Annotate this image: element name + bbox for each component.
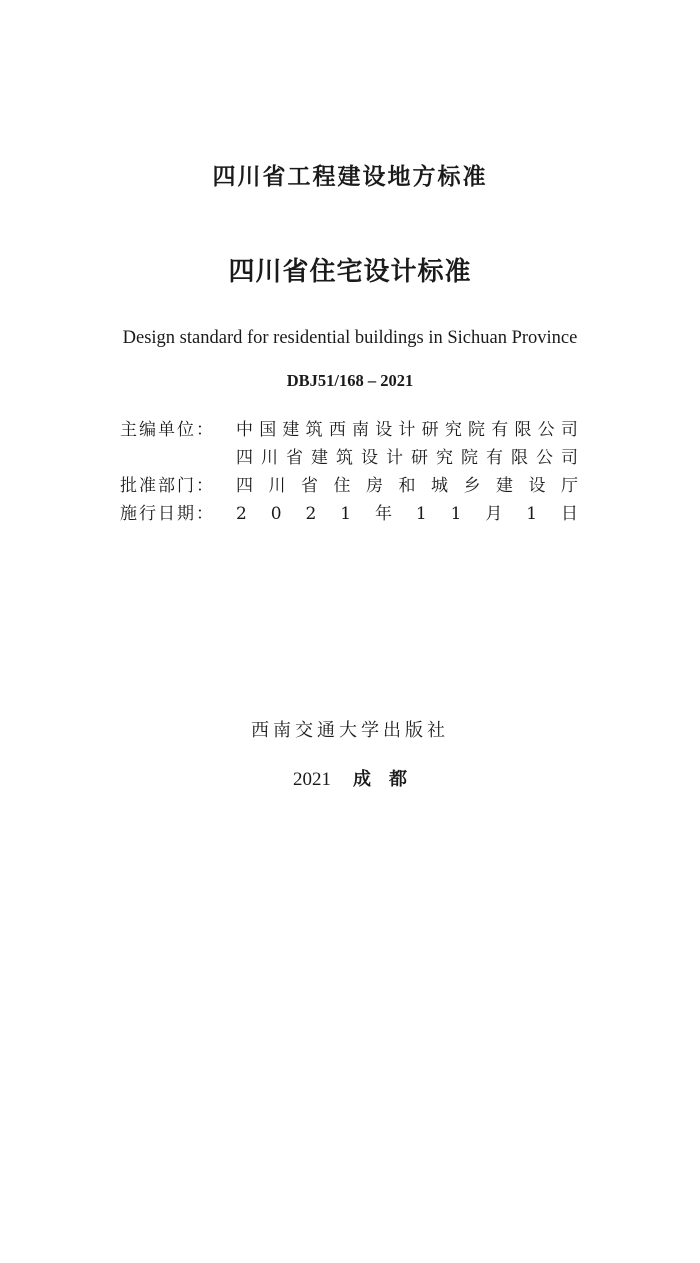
- glyph: 住: [333, 476, 351, 496]
- glyph: 1: [526, 504, 538, 524]
- publisher: 西南交通大学出版社: [251, 720, 449, 741]
- glyph: 限: [511, 448, 528, 468]
- series-title: 四川省工程建设地方标准: [212, 164, 488, 190]
- glyph: 公: [536, 448, 553, 468]
- glyph: 城: [431, 476, 448, 496]
- glyph: 1: [450, 504, 462, 524]
- glyph: 建: [311, 448, 328, 468]
- glyph: 筑: [336, 448, 353, 468]
- glyph: 川: [261, 448, 278, 468]
- glyph: 筑: [305, 420, 323, 440]
- glyph: 省: [286, 448, 303, 468]
- glyph: 公: [537, 420, 555, 440]
- glyph: 院: [461, 448, 478, 468]
- effective-date: [236, 502, 578, 526]
- glyph: 乡: [463, 476, 481, 496]
- glyph: 2: [236, 504, 247, 524]
- glyph: 0: [270, 504, 282, 524]
- glyph: 究: [436, 448, 453, 468]
- editor-label: 主编单位：: [120, 420, 215, 440]
- glyph: 省: [301, 476, 318, 496]
- imprint-line: [0, 767, 700, 793]
- glyph: 厅: [561, 476, 578, 496]
- glyph: 日: [560, 504, 578, 524]
- glyph: 四: [236, 448, 253, 468]
- glyph: 南: [352, 420, 370, 440]
- glyph: 房: [366, 476, 383, 496]
- glyph: 月: [485, 504, 503, 524]
- glyph: 限: [514, 420, 532, 440]
- glyph: 中: [236, 420, 253, 440]
- glyph: 年: [374, 504, 392, 524]
- glyph: 院: [468, 420, 486, 440]
- glyph: 设: [375, 420, 393, 440]
- editor-2: [236, 446, 578, 470]
- editor-1: [236, 418, 578, 442]
- glyph: 研: [411, 448, 428, 468]
- glyph: 有: [491, 420, 509, 440]
- glyph: 建: [282, 420, 300, 440]
- english-title: Design standard for residential buildings in Sichuan Province: [122, 328, 578, 348]
- glyph: 有: [486, 448, 503, 468]
- glyph: 设: [528, 476, 546, 496]
- glyph: 西: [328, 420, 346, 440]
- glyph: 计: [398, 420, 416, 440]
- document-title: 四川省住宅设计标准: [228, 257, 472, 287]
- publication-year: 2021: [293, 769, 331, 790]
- glyph: 2: [305, 504, 317, 524]
- date-label: 施行日期：: [120, 504, 215, 524]
- glyph: 国: [259, 420, 277, 440]
- glyph: 1: [415, 504, 427, 524]
- glyph: 四: [236, 476, 253, 496]
- glyph: 建: [496, 476, 513, 496]
- approver: [236, 474, 578, 498]
- glyph: 和: [398, 476, 416, 496]
- approver-label: 批准部门：: [120, 476, 215, 496]
- glyph: 研: [421, 420, 439, 440]
- glyph: 计: [386, 448, 403, 468]
- glyph: 司: [561, 448, 578, 468]
- publication-city: 成都: [353, 769, 425, 790]
- glyph: 司: [560, 420, 578, 440]
- standard-code: DBJ51/168 – 2021: [286, 371, 414, 390]
- glyph: 设: [361, 448, 378, 468]
- glyph: 川: [268, 476, 286, 496]
- glyph: 1: [340, 504, 352, 524]
- glyph: 究: [444, 420, 462, 440]
